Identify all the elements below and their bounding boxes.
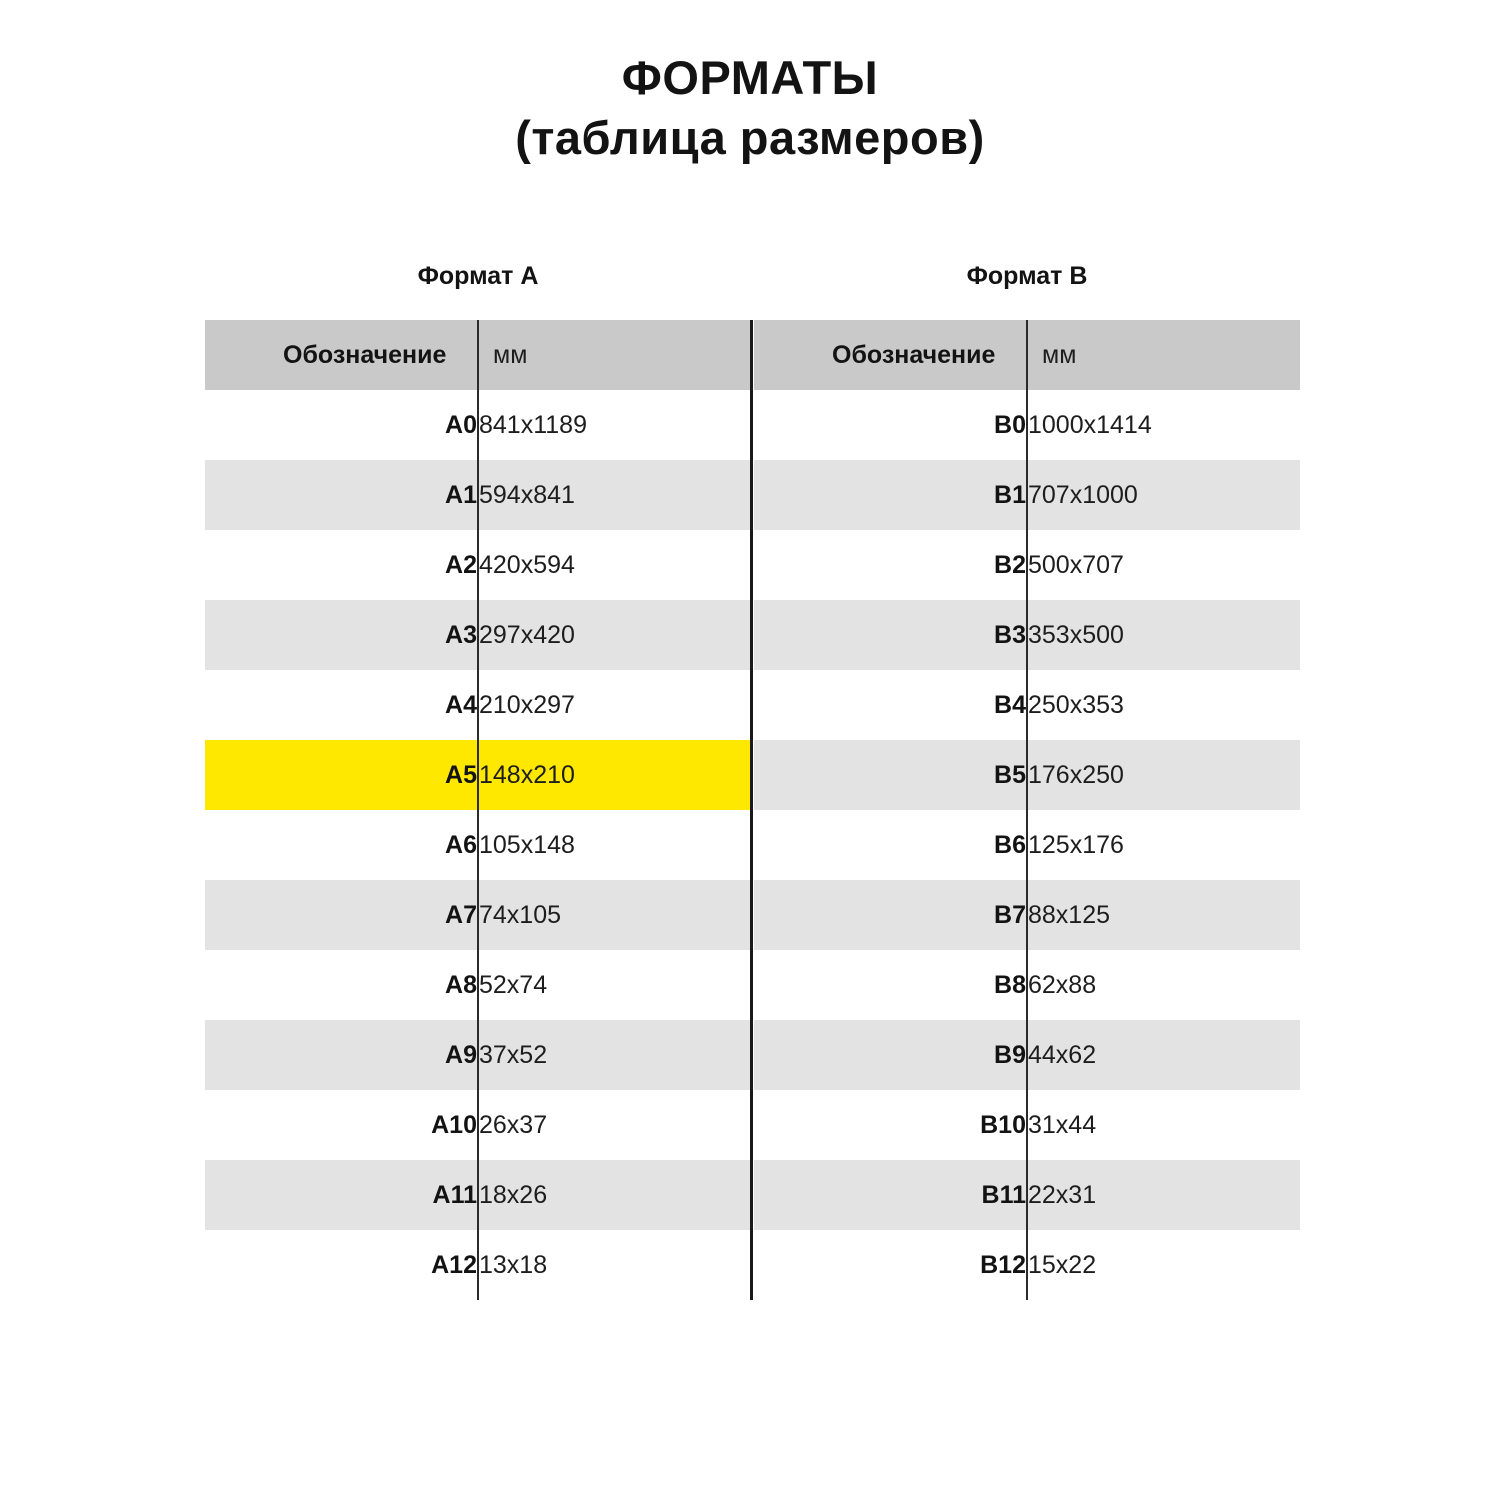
cell-b-mm: 44x62 [1027,1020,1300,1090]
cell-a-mm: 18x26 [478,1160,751,1230]
table-row [205,810,1300,880]
cell-b-mm: 62x88 [1027,950,1300,1020]
cell-b-mm: 500x707 [1027,530,1300,600]
cell-b-code: B10 [754,1090,1027,1160]
cell-a-code: A10 [205,1090,478,1160]
cell-a-code: A11 [205,1160,478,1230]
cell-b-code: B2 [754,530,1027,600]
cell-a-code: A3 [205,600,478,670]
cell-b-code: B0 [754,390,1027,460]
cell-b-code: B8 [754,950,1027,1020]
page-title [0,0,1500,168]
table-row [205,1230,1300,1300]
cell-b-mm: 176x250 [1027,740,1300,810]
cell-b-code: B11 [754,1160,1027,1230]
cell-b-mm: 31x44 [1027,1090,1300,1160]
cell-a-mm: 52x74 [478,950,751,1020]
cell-a-code: A0 [205,390,478,460]
cell-b-mm: 250x353 [1027,670,1300,740]
cell-b-mm: 353x500 [1027,600,1300,670]
group-header-a: Формат A [417,261,539,290]
table-row [205,670,1300,740]
table-row [205,460,1300,530]
cell-b-code: B3 [754,600,1027,670]
table-row [205,1090,1300,1160]
cell-a-code: A6 [205,810,478,880]
cell-b-mm: 22x31 [1027,1160,1300,1230]
table-row [205,390,1300,460]
table-row [205,950,1300,1020]
cell-a-mm: 105x148 [478,810,751,880]
cell-a-mm: 297x420 [478,600,751,670]
formats-table-wrapper [205,232,1300,1300]
table-row [205,740,1300,810]
cell-a-mm: 841x1189 [478,390,751,460]
cell-a-code: A2 [205,530,478,600]
cell-a-mm: 594x841 [478,460,751,530]
cell-b-code: B6 [754,810,1027,880]
cell-b-code: B4 [754,670,1027,740]
table-row [205,530,1300,600]
header-b-code: Обозначение [754,320,1027,390]
cell-b-code: B7 [754,880,1027,950]
cell-b-mm: 88x125 [1027,880,1300,950]
cell-b-code: B1 [754,460,1027,530]
cell-a-code: A7 [205,880,478,950]
cell-b-mm: 707x1000 [1027,460,1300,530]
cell-b-code: B12 [754,1230,1027,1300]
formats-table-body [205,320,1300,1300]
header-a-mm: мм [478,320,751,390]
table-row [205,1020,1300,1090]
group-header-b: Формат B [966,261,1088,290]
cell-b-mm: 1000x1414 [1027,390,1300,460]
cell-a-mm: 74x105 [478,880,751,950]
cell-b-mm: 125x176 [1027,810,1300,880]
cell-a-mm: 13x18 [478,1230,751,1300]
table-row [205,600,1300,670]
cell-a-code: A5 [205,740,478,810]
cell-a-code: A8 [205,950,478,1020]
formats-table [205,320,1300,1300]
cell-a-code: A4 [205,670,478,740]
cell-a-code: A9 [205,1020,478,1090]
cell-a-mm: 210x297 [478,670,751,740]
cell-a-code: A1 [205,460,478,530]
table-row [205,1160,1300,1230]
title-line-2: (таблица размеров) [515,111,985,165]
cell-b-code: B5 [754,740,1027,810]
cell-b-code: B9 [754,1020,1027,1090]
group-headers [205,232,1300,320]
table-row [205,880,1300,950]
cell-a-mm: 420x594 [478,530,751,600]
cell-a-mm: 26x37 [478,1090,751,1160]
cell-b-mm: 15x22 [1027,1230,1300,1300]
cell-a-code: A12 [205,1230,478,1300]
header-b-mm: мм [1027,320,1300,390]
title-line-1: ФОРМАТЫ [621,51,879,104]
cell-a-mm: 37x52 [478,1020,751,1090]
cell-a-mm: 148x210 [478,740,751,810]
header-a-code: Обозначение [205,320,478,390]
table-header-row [205,320,1300,390]
